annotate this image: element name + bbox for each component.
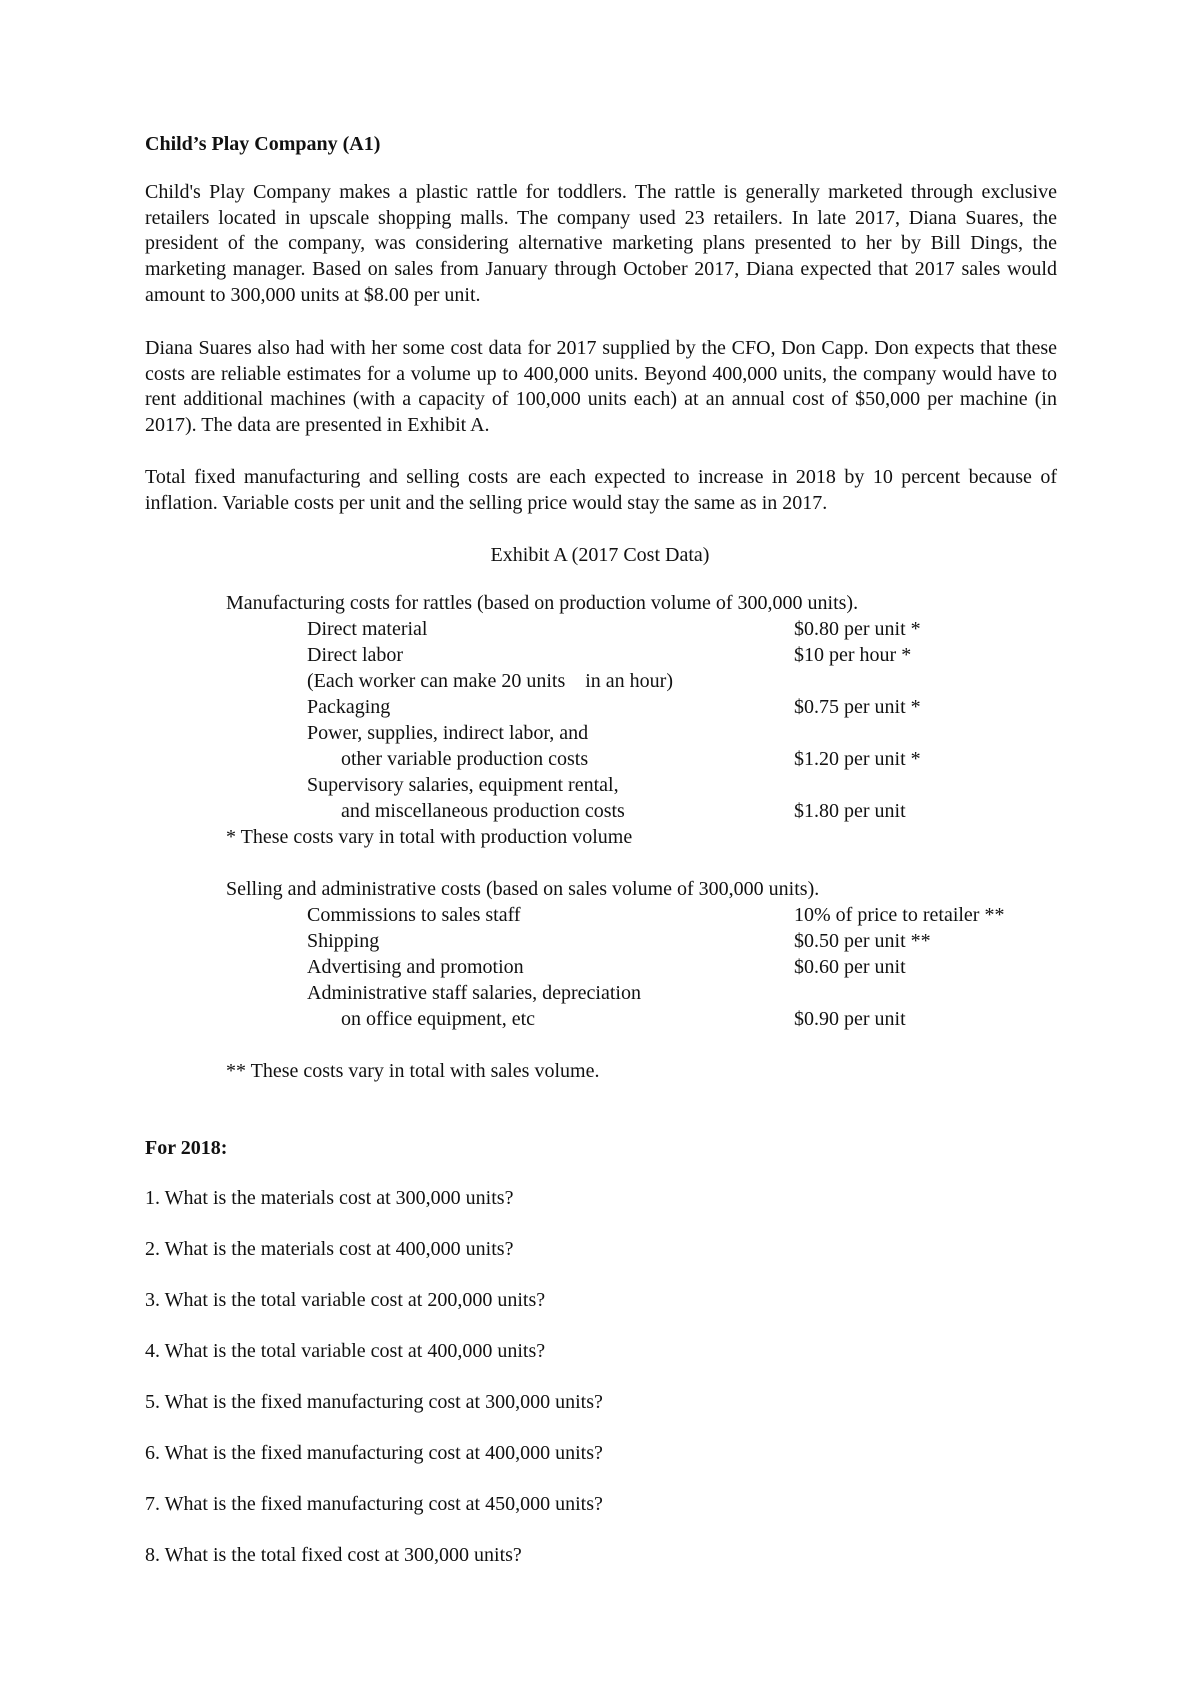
manufacturing-note: * These costs vary in total with production volume: [226, 826, 633, 848]
cost-item-value: $1.20 per unit *: [794, 748, 921, 770]
selling-heading: Selling and administrative costs (based on sales volume of 300,000 units).: [226, 878, 820, 900]
cost-item-label: Power, supplies, indirect labor, and: [307, 722, 589, 744]
question-item: 8. What is the total fixed cost at 300,000 units?: [145, 1544, 522, 1566]
cost-item-label: Shipping: [307, 930, 380, 952]
question-item: 1. What is the materials cost at 300,000 units?: [145, 1187, 514, 1209]
for-2018-heading: For 2018:: [145, 1137, 228, 1159]
cost-item-label: on office equipment, etc: [341, 1008, 536, 1030]
cost-item-label: Administrative staff salaries, depreciation: [307, 982, 641, 1004]
cost-item-value: $0.60 per unit: [794, 956, 906, 978]
cost-item-value: $0.80 per unit *: [794, 618, 921, 640]
cost-item-label: Supervisory salaries, equipment rental,: [307, 774, 619, 796]
selling-note: ** These costs vary in total with sales volume.: [226, 1060, 600, 1082]
question-item: 4. What is the total variable cost at 400,000 units?: [145, 1340, 546, 1362]
cost-item-label: Commissions to sales staff: [307, 904, 521, 926]
cost-item-label: Direct labor: [307, 644, 404, 666]
question-item: 3. What is the total variable cost at 200,000 units?: [145, 1289, 546, 1311]
cost-item-value: $0.90 per unit: [794, 1008, 906, 1030]
cost-data-paragraph: Diana Suares also had with her some cost data for 2017 supplied by the CFO, Don Capp. Don expects that these costs are reliable estimates for a volume up to 400,000 units. Beyond 400,000 units, the company would have to rent additional machines (with a capacity of 100,000 units each) at an annual cost of $50,000 per machine (in 2017). The data are presented in Exhibit A.: [145, 337, 1057, 437]
manufacturing-heading: Manufacturing costs for rattles (based on production volume of 300,000 units).: [226, 592, 859, 614]
cost-item-label: other variable production costs: [341, 748, 589, 770]
question-item: 6. What is the fixed manufacturing cost at 400,000 units?: [145, 1442, 603, 1464]
inflation-paragraph: Total fixed manufacturing and selling costs are each expected to increase in 2018 by 10 percent because of inflation. Variable costs per unit and the selling price would stay the same as in 2017.: [145, 466, 1057, 514]
question-item: 5. What is the fixed manufacturing cost at 300,000 units?: [145, 1391, 603, 1413]
cost-item-label: Advertising and promotion: [307, 956, 524, 978]
cost-item-value: $0.50 per unit **: [794, 930, 931, 952]
cost-item-value: $0.75 per unit *: [794, 696, 921, 718]
document-title: Child’s Play Company (A1): [145, 133, 381, 155]
cost-item-value: 10% of price to retailer **: [794, 904, 1005, 926]
cost-item-label: Packaging: [307, 696, 391, 718]
cost-item-label: (Each worker can make 20 units in an hour): [307, 670, 673, 692]
cost-item-label: and miscellaneous production costs: [341, 800, 625, 822]
exhibit-title: Exhibit A (2017 Cost Data): [490, 544, 710, 566]
intro-paragraph: Child's Play Company makes a plastic rattle for toddlers. The rattle is generally marketed through exclusive retailers located in upscale shopping malls. The company used 23 retailers. In late 2017, Diana Suares, the president of the company, was considering alternative marketing plans presented to her by Bill Dings, the marketing manager. Based on sales from January through October 2017, Diana expected that 2017 sales would amount to 300,000 units at $8.00 per unit.: [145, 181, 1057, 306]
question-item: 7. What is the fixed manufacturing cost at 450,000 units?: [145, 1493, 603, 1515]
question-item: 2. What is the materials cost at 400,000 units?: [145, 1238, 514, 1260]
cost-item-value: $10 per hour *: [794, 644, 912, 666]
cost-item-value: $1.80 per unit: [794, 800, 906, 822]
cost-item-label: Direct material: [307, 618, 428, 640]
